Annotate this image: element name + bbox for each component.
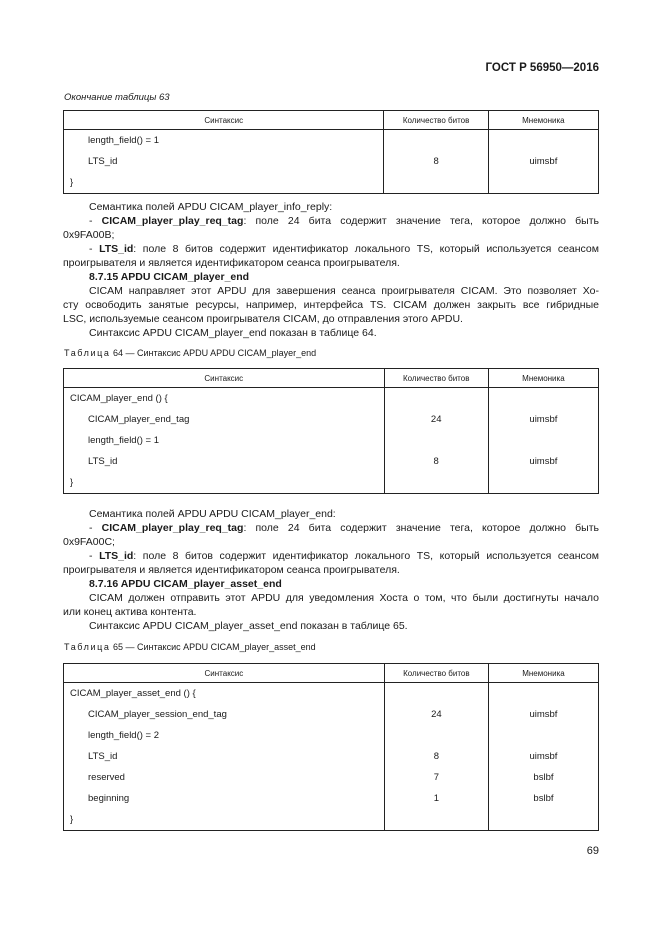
table-65	[63, 663, 599, 831]
mnemonic-value	[489, 683, 598, 704]
syntax-line: CICAM_player_end () {	[70, 393, 168, 404]
section-heading: 8.7.16 APDU CICAM_player_asset_end	[89, 578, 282, 590]
table-63-caption: Окончание таблицы 63	[64, 92, 170, 103]
mnemonic-value: uimsbf	[529, 456, 558, 467]
bits-value	[385, 725, 488, 746]
mnemonic-cell	[488, 683, 598, 831]
syntax-cell	[64, 130, 384, 194]
paragraph-line: Синтаксис APDU CICAM_player_asset_end показан в таблице 65.	[89, 620, 408, 632]
column-header-syntax: Синтаксис	[64, 664, 385, 683]
bits-value	[385, 472, 488, 493]
bits-value: 8	[433, 456, 439, 467]
paragraph-line: сту освободить занятые ресурсы, например, интерфейса TS. CICAM должен закрыть все гибридные	[63, 299, 599, 311]
column-header-mnemonic: Мнемоника	[488, 369, 598, 388]
syntax-line: LTS_id	[88, 156, 118, 167]
paragraph-line: или конец актива контента.	[63, 606, 197, 618]
bits-cell	[384, 130, 488, 194]
field-description: - CICAM_player_play_req_tag: поле 24 бита содержит значение тега, которое должно быть	[89, 522, 599, 534]
bits-value: 7	[433, 772, 439, 783]
table-body-row	[64, 130, 599, 194]
bits-value: 1	[433, 793, 439, 804]
bits-value: 24	[430, 414, 442, 425]
table-64	[63, 368, 599, 494]
table-label: Таблица	[64, 348, 111, 358]
syntax-cell	[64, 683, 385, 831]
document-header: ГОСТ Р 56950—2016	[485, 62, 599, 74]
field-description: - LTS_id: поле 8 битов содержит идентификатор локального TS, который используется сеансом	[89, 243, 599, 255]
table-body-row	[64, 388, 599, 494]
bits-value	[385, 430, 488, 451]
mnemonic-value: bslbf	[533, 793, 554, 804]
bits-value	[385, 809, 488, 830]
paragraph-line: Синтаксис APDU CICAM_player_end показан в таблице 64.	[89, 327, 377, 339]
syntax-line: }	[70, 477, 74, 488]
syntax-line: }	[70, 177, 74, 188]
bits-cell	[384, 388, 488, 494]
mnemonic-value	[489, 172, 598, 193]
syntax-line: length_field() = 1	[88, 135, 160, 146]
mnemonic-value	[489, 472, 598, 493]
table-63	[63, 110, 599, 194]
column-header-bits: Количество битов	[384, 664, 488, 683]
field-description-cont: проигрывателя и является идентификатором сеанса проигрывателя.	[63, 257, 400, 269]
mnemonic-value: uimsbf	[529, 709, 558, 720]
table-header-row	[64, 369, 599, 388]
semantics-section-1	[63, 200, 599, 340]
column-header-mnemonic: Мнемоника	[488, 111, 598, 130]
paragraph-line: CICAM должен отправить этот APDU для уведомления Хоста о том, что были достигнуты начало	[89, 592, 599, 604]
column-header-bits: Количество битов	[384, 111, 488, 130]
field-name: LTS_id	[99, 243, 134, 255]
bits-value	[384, 172, 487, 193]
mnemonic-value: uimsbf	[529, 751, 558, 762]
field-description: - CICAM_player_play_req_tag: поле 24 бита содержит значение тега, которое должно быть	[89, 215, 599, 227]
table-header-row	[64, 664, 599, 683]
column-header-mnemonic: Мнемоника	[488, 664, 598, 683]
bits-value: 8	[433, 156, 439, 167]
field-description-cont: проигрывателя и является идентификатором сеанса проигрывателя.	[63, 564, 400, 576]
field-description-cont: 0x9FA00B;	[63, 229, 115, 241]
mnemonic-value	[489, 388, 598, 409]
table-label: Таблица	[64, 642, 111, 652]
syntax-line: CICAM_player_end_tag	[88, 414, 190, 425]
syntax-line: }	[70, 814, 74, 825]
table-body-row	[64, 683, 599, 831]
table-64-caption: Таблица 64 — Синтаксис APDU APDU CICAM_player_end	[64, 348, 317, 358]
table-65-caption: Таблица 65 — Синтаксис APDU CICAM_player_asset_end	[64, 642, 316, 652]
syntax-line: LTS_id	[88, 456, 118, 467]
mnemonic-value: uimsbf	[529, 414, 558, 425]
section-heading: 8.7.15 APDU CICAM_player_end	[89, 271, 250, 283]
column-header-bits: Количество битов	[384, 369, 488, 388]
syntax-line: length_field() = 1	[88, 435, 160, 446]
mnemonic-value	[489, 725, 598, 746]
bits-value: 8	[433, 751, 439, 762]
mnemonic-cell	[488, 388, 598, 494]
column-header-syntax: Синтаксис	[64, 369, 385, 388]
bits-cell	[384, 683, 488, 831]
mnemonic-value	[489, 430, 598, 451]
syntax-line: CICAM_player_session_end_tag	[88, 709, 227, 720]
field-name: CICAM_player_play_req_tag	[101, 522, 244, 534]
syntax-cell	[64, 388, 385, 494]
mnemonic-cell	[488, 130, 598, 194]
mnemonic-value	[489, 130, 598, 151]
syntax-line: beginning	[88, 793, 130, 804]
paragraph-line: LSC, используемые сеансом проигрывателя CICAM, до отправления этого APDU.	[63, 313, 463, 325]
semantics-intro: Семантика полей APDU CICAM_player_info_reply:	[89, 201, 333, 213]
field-name: CICAM_player_play_req_tag	[101, 215, 244, 227]
mnemonic-value: uimsbf	[529, 156, 558, 167]
field-name: LTS_id	[99, 550, 134, 562]
semantics-section-2	[63, 507, 599, 633]
mnemonic-value	[489, 809, 598, 830]
field-description-cont: 0x9FA00C;	[63, 536, 115, 548]
syntax-line: CICAM_player_asset_end () {	[70, 688, 196, 699]
paragraph-line: CICAM направляет этот APDU для завершения сеанса проигрывателя CICAM. Это позволяет Хо-	[89, 285, 599, 297]
bits-value: 24	[431, 709, 442, 720]
bits-value	[385, 683, 488, 704]
page-number: 69	[586, 845, 599, 857]
semantics-intro: Семантика полей APDU APDU CICAM_player_end:	[89, 508, 336, 520]
syntax-line: reserved	[88, 772, 125, 783]
field-description: - LTS_id: поле 8 битов содержит идентификатор локального TS, который используется сеансом	[89, 550, 599, 562]
bits-value	[384, 130, 487, 151]
column-header-syntax: Синтаксис	[64, 111, 384, 130]
syntax-line: length_field() = 2	[88, 730, 160, 741]
syntax-line: LTS_id	[88, 751, 118, 762]
table-header-row	[64, 111, 599, 130]
mnemonic-value: bslbf	[533, 772, 554, 783]
bits-value	[385, 388, 488, 409]
